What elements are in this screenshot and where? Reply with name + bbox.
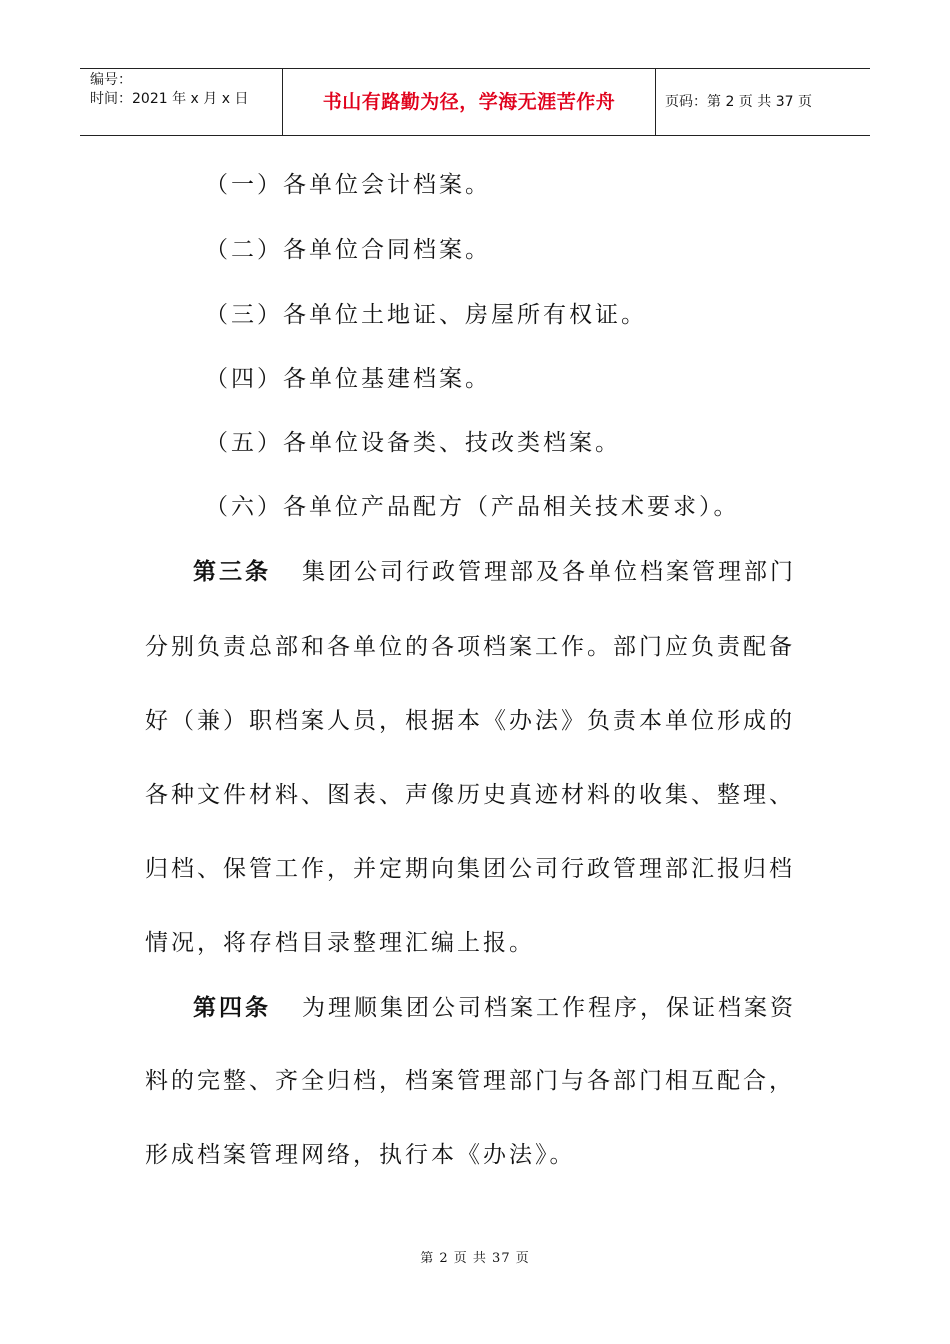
list-item: （四）各单位基建档案。 bbox=[205, 366, 491, 392]
article-4-first-line: 为理顺集团公司档案工作程序，保证档案资 bbox=[302, 995, 796, 1021]
document-time-label: 时间：2021 年 x 月 x 日 bbox=[90, 91, 249, 107]
list-item: （二）各单位合同档案。 bbox=[205, 237, 491, 263]
header-motto: 书山有路勤为径，学海无涯苦作舟 bbox=[282, 69, 656, 135]
page-footer: 第 2 页 共 37 页 bbox=[420, 1251, 530, 1266]
article-4-title: 第四条 bbox=[193, 994, 271, 1021]
list-item: （三）各单位土地证、房屋所有权证。 bbox=[205, 302, 647, 328]
list-item: （六）各单位产品配方（产品相关技术要求）。 bbox=[205, 494, 740, 520]
page-header bbox=[80, 68, 870, 136]
article-3-line: 好（兼）职档案人员，根据本《办法》负责本单位形成的 bbox=[145, 708, 795, 734]
article-3-first-line: 集团公司行政管理部及各单位档案管理部门 bbox=[302, 559, 796, 585]
header-meta bbox=[80, 69, 282, 135]
article-3-title: 第三条 bbox=[193, 558, 271, 585]
article-3-line: 各种文件材料、图表、声像历史真迹材料的收集、整理、 bbox=[145, 782, 795, 808]
document-number-label: 编号： bbox=[90, 72, 132, 88]
header-page-info: 页码：第 2 页 共 37 页 bbox=[665, 94, 812, 110]
list-item: （一）各单位会计档案。 bbox=[205, 172, 491, 198]
article-3-line: 情况，将存档目录整理汇编上报。 bbox=[145, 930, 535, 956]
article-4-line: 料的完整、齐全归档，档案管理部门与各部门相互配合， bbox=[145, 1068, 795, 1094]
list-item: （五）各单位设备类、技改类档案。 bbox=[205, 430, 621, 456]
article-4-line: 形成档案管理网络，执行本《办法》。 bbox=[145, 1142, 576, 1168]
article-3-line: 归档、保管工作，并定期向集团公司行政管理部汇报归档 bbox=[145, 856, 795, 882]
article-3-line: 分别负责总部和各单位的各项档案工作。部门应负责配备 bbox=[145, 634, 795, 660]
